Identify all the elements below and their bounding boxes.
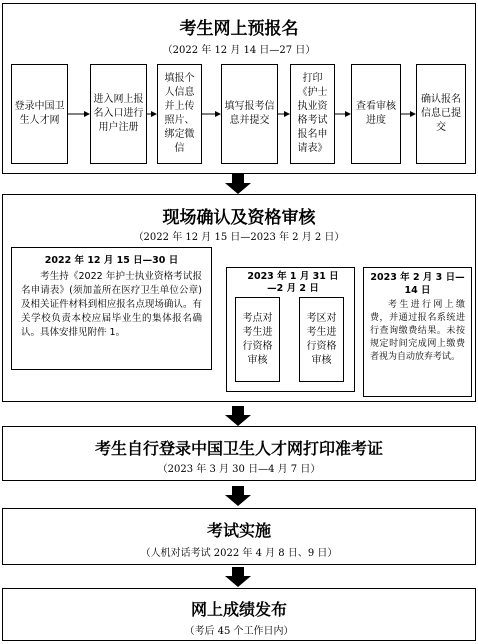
stage5-title: 网上成绩发布	[190, 600, 287, 619]
stage3-title: 考生自行登录中国卫生人才网打印准考证	[94, 439, 383, 458]
down-arrow-icon	[224, 406, 252, 426]
stage4-box	[2, 508, 476, 565]
stage3-box	[2, 426, 476, 481]
stage1-step-5: 打印《护士执业资格考试报名申请表》	[290, 64, 335, 164]
stage1-step-2: 进入网上报名入口进行用户注册	[90, 64, 147, 164]
stage1-step-7: 确认报名信息已提交	[416, 64, 466, 164]
down-arrow-icon	[224, 486, 252, 506]
down-arrow-icon	[224, 174, 252, 194]
stage2-subtitle: （2022 年 12 月 15 日—2023 年 2 月 2 日）	[133, 232, 345, 243]
stage1-subtitle: （2022 年 12 月 14 日—27 日）	[162, 45, 316, 56]
stage2-left-date: 2022 年 12 月 15 日—30 日	[44, 255, 179, 266]
stage1-title: 考生网上预报名	[179, 19, 299, 39]
stage3-subtitle: （2023 年 3 月 30 日—4 月 7 日）	[157, 464, 321, 475]
stage5-subtitle: （考后 45 个工作日内）	[184, 626, 294, 637]
stage2-left-text: 考生持《2022 年护士执业资格考试报名申请表》(须加盖所在医疗卫生单位公章)及相关证件材料到相应报名点现场确认。有关学校负责本校应届毕业生的集体报名确认。具体安排见附件 1。	[21, 271, 202, 338]
stage2-middle-date: 2023 年 1 月 31 日—2 月 2 日	[247, 271, 339, 294]
stage4-title: 考试实施	[206, 521, 271, 540]
stage2-middle-box1: 考点对考生进行资格审核	[235, 297, 280, 382]
down-arrow-icon	[224, 567, 252, 587]
stage1-step-4: 填写报考信息并提交	[221, 64, 278, 164]
stage2-right-date: 2023 年 2 月 3 日—14 日	[370, 272, 465, 296]
stage5-box	[2, 588, 476, 641]
stage4-subtitle: （人机对话考试 2022 年 4 月 8 日、9 日）	[140, 548, 338, 559]
stage1-step-3: 填报个人信息并上传照片、绑定微信	[157, 64, 202, 164]
stage2-left-box	[11, 247, 212, 370]
stage2-title: 现场确认及资格审核	[162, 208, 316, 228]
stage1-step-6: 查看审核进度	[351, 64, 401, 164]
stage2-right-text: 考生进行网上缴费，并通过报名系统进行查询缴费结果。未按规定时间完成网上缴费者视为自动放弃考试。	[370, 300, 465, 362]
stage1-step-1: 登录中国卫生人才网	[11, 64, 68, 164]
stage2-middle-box2: 考区对考生进行资格审核	[299, 297, 344, 382]
stage2-right-box	[363, 267, 472, 397]
